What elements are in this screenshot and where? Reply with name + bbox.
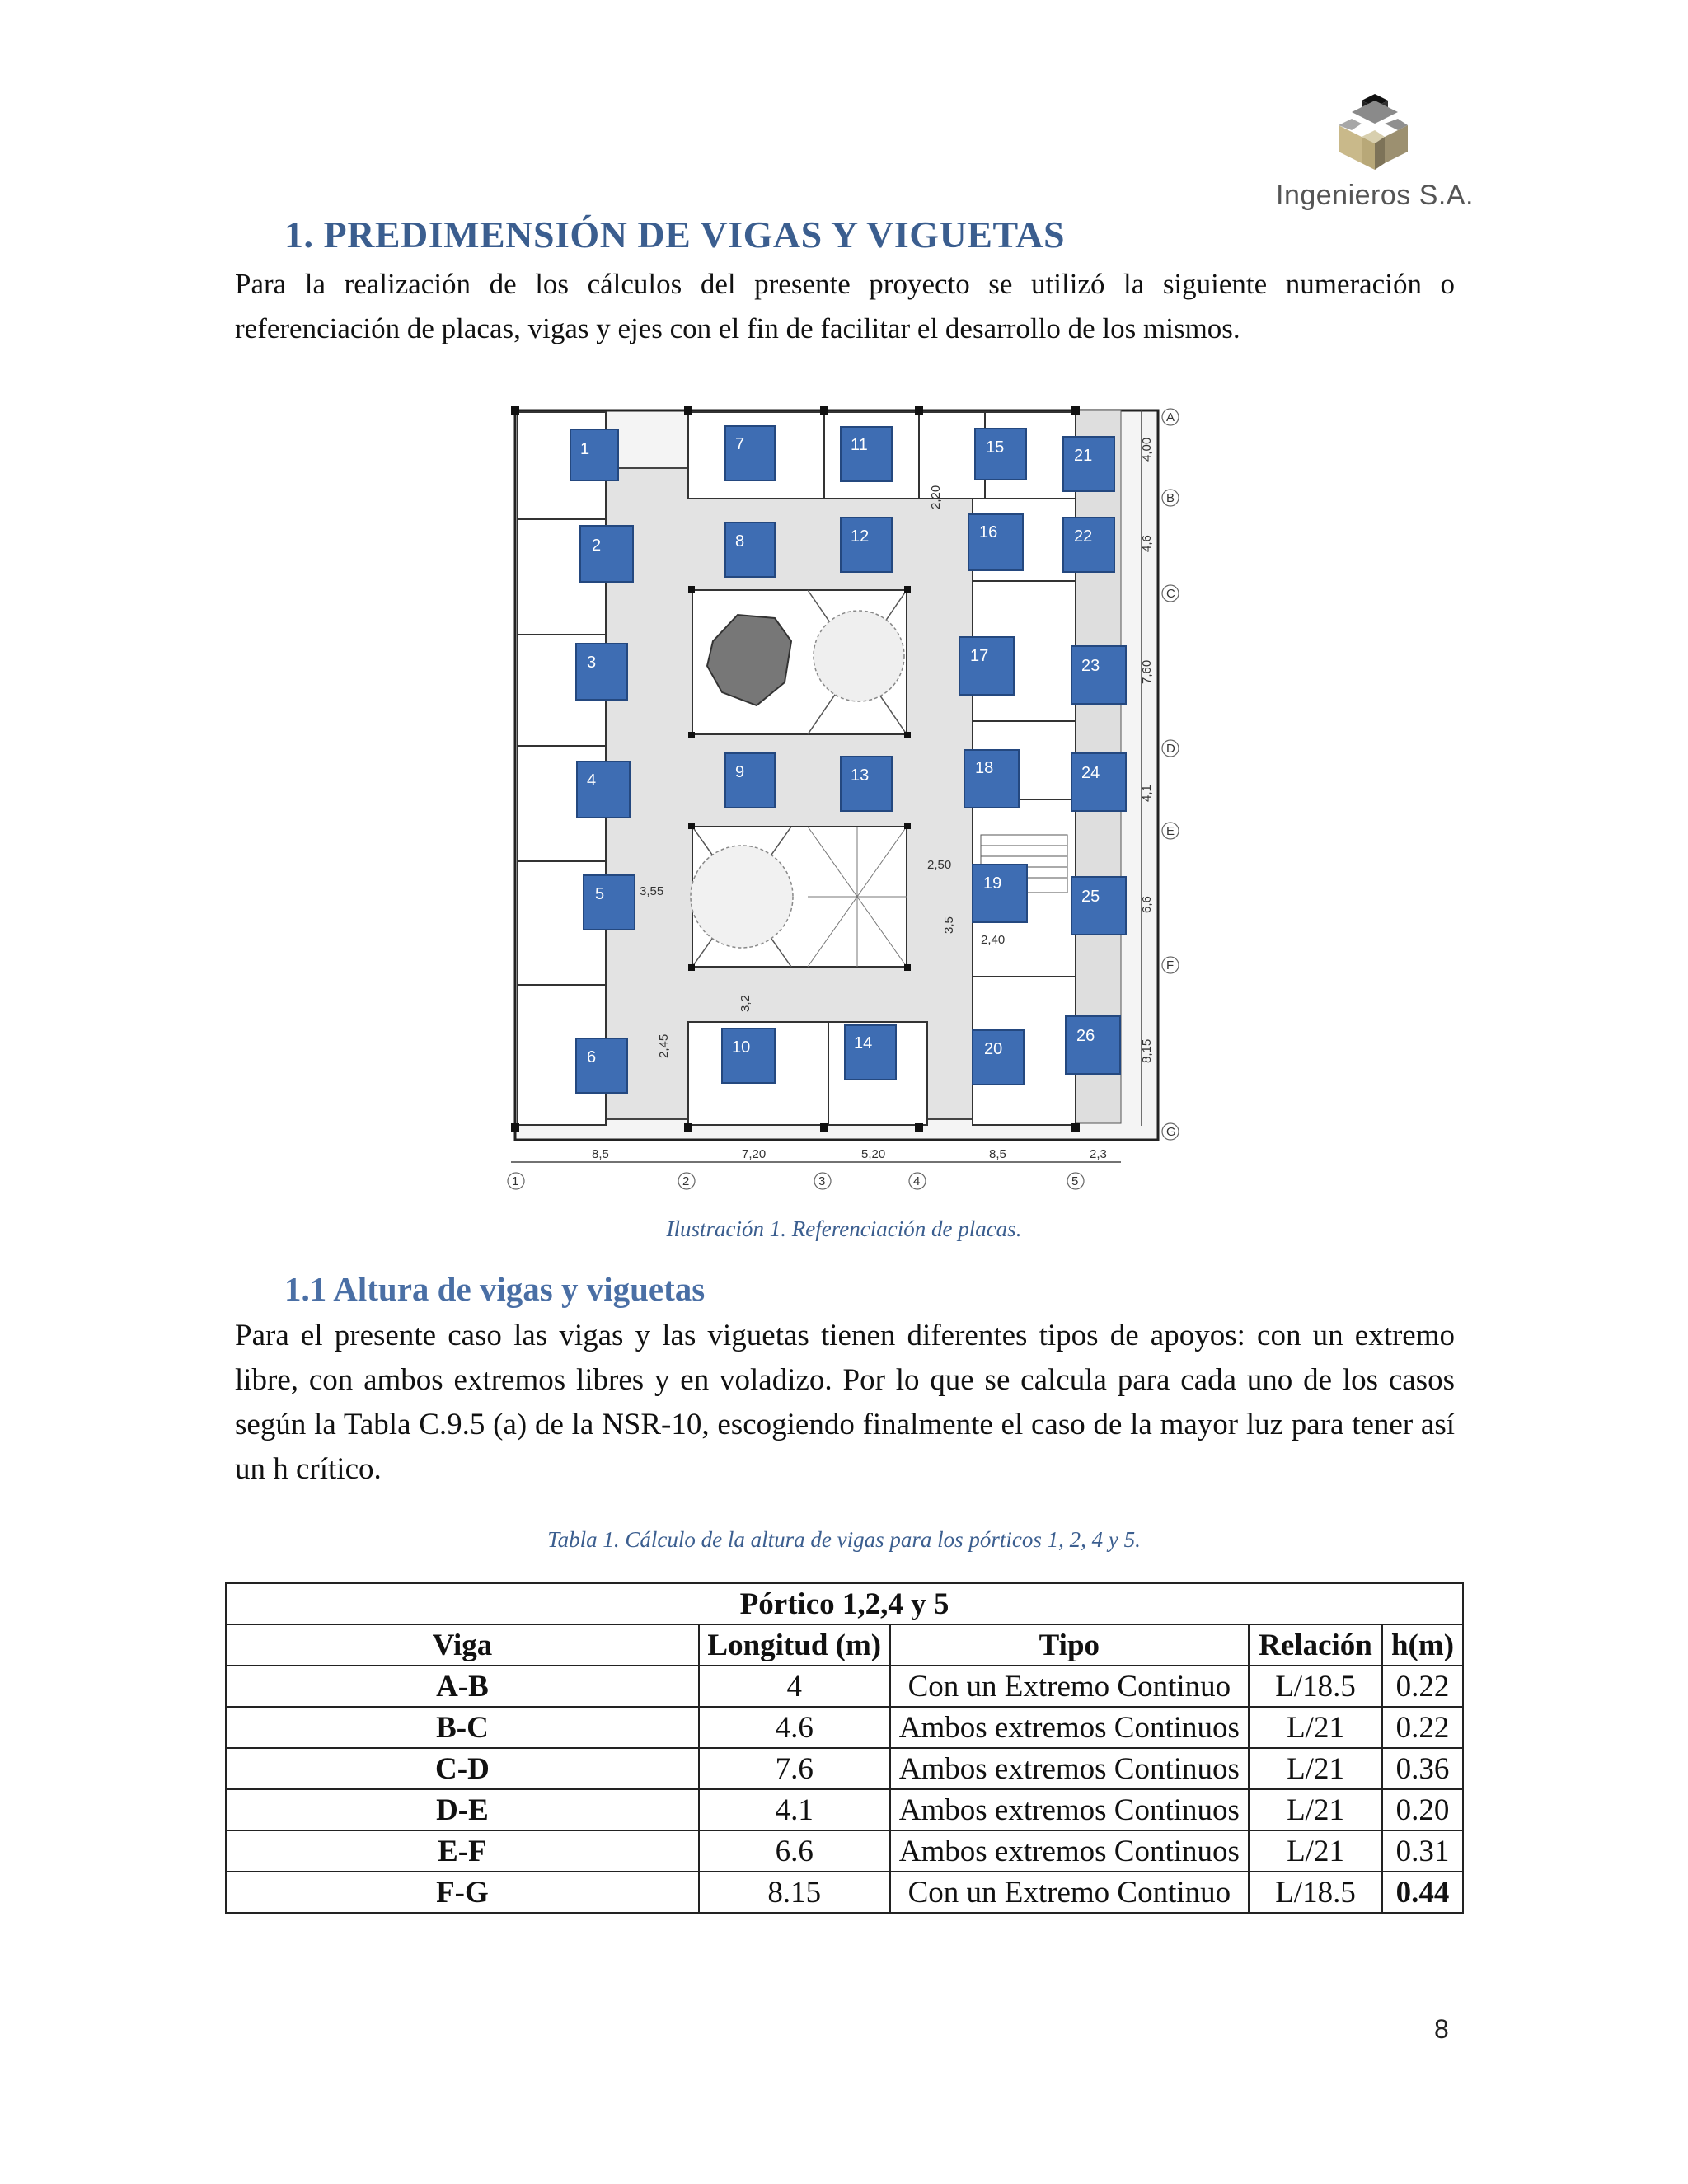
header-h: h(m) — [1382, 1624, 1463, 1666]
cell-h: 0.31 — [1382, 1830, 1463, 1872]
axis-F: F — [1166, 958, 1175, 972]
table-caption: Tabla 1. Cálculo de la altura de vigas para los pórticos 1, 2, 4 y 5. — [547, 1527, 1141, 1552]
intro-paragraph: Para la realización de los cálculos del presente proyecto se utilizó la siguiente numeración o referenciación de placas, vigas y ejes con el fin de facilitar el desarrollo de los mismos. — [235, 268, 1455, 344]
plate-18 — [964, 750, 1019, 808]
axis-A: A — [1166, 410, 1175, 424]
cell-longitud: 7.6 — [699, 1748, 890, 1789]
svg-text:18: 18 — [975, 759, 994, 777]
plate-8 — [725, 523, 775, 577]
dim-inner-7: 2,45 — [657, 1033, 671, 1058]
cell-viga: E-F — [226, 1830, 699, 1872]
table-title: Pórtico 1,2,4 y 5 — [226, 1583, 1463, 1624]
dim-inner-5: 2,40 — [981, 933, 1006, 947]
plate-24 — [1071, 753, 1126, 811]
dim-right-2: 4,6 — [1140, 535, 1154, 552]
dim-right-4: 4,1 — [1140, 785, 1154, 802]
cell-tipo: Ambos extremos Continuos — [890, 1830, 1249, 1872]
plate-23 — [1071, 646, 1126, 704]
axis-E: E — [1166, 824, 1175, 838]
axis-4: 4 — [913, 1174, 921, 1188]
plate-14 — [845, 1025, 896, 1080]
table-row — [226, 1872, 1463, 1913]
plate-22 — [1063, 518, 1114, 572]
dim-inner-1: 2,20 — [929, 485, 943, 509]
svg-text:21: 21 — [1074, 447, 1093, 465]
cell-viga: C-D — [226, 1748, 699, 1789]
table-row — [226, 1830, 1463, 1872]
cell-viga: A-B — [226, 1666, 699, 1707]
plate-4 — [577, 762, 630, 818]
dim-bottom-2: 7,20 — [742, 1147, 767, 1161]
axis-D: D — [1166, 742, 1175, 756]
cell-tipo: Con un Extremo Continuo — [890, 1666, 1249, 1707]
svg-text:1: 1 — [580, 440, 590, 458]
plate-12 — [841, 518, 892, 572]
cell-relacion: L/21 — [1249, 1789, 1382, 1830]
header-viga: Viga — [226, 1624, 699, 1666]
plate-26 — [1066, 1016, 1120, 1074]
table-row — [226, 1748, 1463, 1789]
plate-15 — [975, 429, 1026, 480]
dim-bottom-3: 5,20 — [861, 1147, 886, 1161]
cell-h: 0.20 — [1382, 1789, 1463, 1830]
cell-h-critical: 0.44 — [1382, 1872, 1463, 1913]
table-header-row — [226, 1624, 1463, 1666]
svg-text:11: 11 — [851, 436, 868, 454]
company-name: Ingenieros S.A. — [1276, 180, 1474, 211]
cell-relacion: L/21 — [1249, 1830, 1382, 1872]
table-row — [226, 1789, 1463, 1830]
cell-relacion: L/21 — [1249, 1748, 1382, 1789]
table-row — [226, 1666, 1463, 1707]
table-row — [226, 1707, 1463, 1748]
cell-longitud: 4 — [699, 1666, 890, 1707]
plate-11 — [841, 427, 892, 481]
header-relacion: Relación — [1249, 1624, 1382, 1666]
axis-G: G — [1166, 1125, 1176, 1139]
axis-3: 3 — [818, 1174, 826, 1188]
cell-viga: B-C — [226, 1707, 699, 1748]
svg-text:7: 7 — [735, 435, 745, 453]
dim-inner-2: 3,55 — [640, 884, 664, 898]
plate-17 — [959, 637, 1014, 695]
dim-inner-3: 2,50 — [927, 858, 952, 872]
dim-bottom-1: 8,5 — [592, 1147, 609, 1161]
svg-text:15: 15 — [986, 438, 1005, 457]
header-longitud: Longitud (m) — [699, 1624, 890, 1666]
svg-text:5: 5 — [595, 885, 605, 903]
dim-inner-4: 3,5 — [942, 916, 956, 934]
svg-text:6: 6 — [587, 1048, 597, 1066]
axis-1: 1 — [512, 1174, 519, 1188]
axis-B: B — [1166, 491, 1175, 505]
plate-7 — [725, 426, 775, 480]
cell-viga: F-G — [226, 1872, 699, 1913]
cell-h: 0.22 — [1382, 1666, 1463, 1707]
svg-text:10: 10 — [732, 1038, 751, 1057]
plate-20 — [973, 1030, 1024, 1085]
beam-height-table — [225, 1582, 1464, 1914]
cell-h: 0.22 — [1382, 1707, 1463, 1748]
plate-2 — [580, 526, 633, 582]
svg-text:3: 3 — [587, 654, 597, 672]
cell-tipo: Con un Extremo Continuo — [890, 1872, 1249, 1913]
cell-relacion: L/18.5 — [1249, 1872, 1382, 1913]
axis-5: 5 — [1071, 1174, 1079, 1188]
subsection-paragraph: Para el presente caso las vigas y las viguetas tienen diferentes tipos de apoyos: con un extremo libre, con ambos extremos libres y en voladizo. Por lo que se calcula para cada uno de los casos según la Tabla C.9.5 (a) de la NSR-10, escogiendo finalmente el caso de la mayor luz para tener así un h crítico. — [235, 1319, 1455, 1486]
svg-text:14: 14 — [854, 1034, 873, 1052]
svg-text:8: 8 — [735, 532, 745, 551]
cell-tipo: Ambos extremos Continuos — [890, 1748, 1249, 1789]
svg-text:26: 26 — [1076, 1027, 1095, 1045]
axis-C: C — [1166, 587, 1175, 601]
cell-relacion: L/21 — [1249, 1707, 1382, 1748]
plate-13 — [841, 757, 892, 811]
dim-right-6: 8,15 — [1140, 1038, 1154, 1063]
svg-text:22: 22 — [1074, 527, 1093, 546]
cell-viga: D-E — [226, 1789, 699, 1830]
cell-longitud: 4.6 — [699, 1707, 890, 1748]
header-tipo: Tipo — [890, 1624, 1249, 1666]
svg-text:23: 23 — [1081, 657, 1100, 675]
svg-text:12: 12 — [851, 527, 870, 546]
plate-9 — [725, 753, 775, 808]
cell-tipo: Ambos extremos Continuos — [890, 1707, 1249, 1748]
svg-text:25: 25 — [1081, 888, 1100, 906]
table-title-row — [226, 1583, 1463, 1624]
floor-plan-figure — [495, 394, 1187, 1192]
plate-3 — [576, 644, 627, 700]
svg-text:24: 24 — [1081, 764, 1100, 782]
svg-text:20: 20 — [984, 1040, 1003, 1058]
subsection-title: 1.1 Altura de vigas y viguetas — [284, 1270, 706, 1308]
section-title: 1. PREDIMENSIÓN DE VIGAS Y VIGUETAS — [284, 213, 1066, 255]
plate-16 — [968, 514, 1023, 570]
svg-text:17: 17 — [970, 647, 989, 665]
plate-6 — [576, 1038, 627, 1093]
svg-text:16: 16 — [979, 523, 998, 541]
figure-caption: Ilustración 1. Referenciación de placas. — [666, 1216, 1022, 1241]
dim-bottom-5: 2,3 — [1090, 1147, 1107, 1161]
cell-longitud: 6.6 — [699, 1830, 890, 1872]
svg-text:4: 4 — [587, 771, 597, 790]
plate-10 — [722, 1029, 775, 1083]
dim-right-3: 7,60 — [1140, 659, 1154, 684]
page-number: 8 — [1434, 2014, 1449, 2044]
plate-5 — [584, 875, 635, 930]
cell-tipo: Ambos extremos Continuos — [890, 1789, 1249, 1830]
svg-text:2: 2 — [592, 537, 602, 555]
plate-1 — [570, 429, 618, 480]
dim-inner-6: 3,2 — [738, 995, 753, 1012]
cell-h: 0.36 — [1382, 1748, 1463, 1789]
cell-relacion: L/18.5 — [1249, 1666, 1382, 1707]
dim-bottom-4: 8,5 — [989, 1147, 1006, 1161]
dim-right-1: 4,00 — [1140, 437, 1154, 462]
svg-text:9: 9 — [735, 763, 745, 781]
svg-text:13: 13 — [851, 766, 870, 785]
plate-25 — [1071, 877, 1126, 935]
svg-text:19: 19 — [983, 874, 1002, 893]
cell-longitud: 4.1 — [699, 1789, 890, 1830]
plate-19 — [973, 865, 1027, 922]
cell-longitud: 8.15 — [699, 1872, 890, 1913]
dim-right-5: 6,6 — [1140, 896, 1154, 913]
plate-21 — [1063, 437, 1114, 491]
axis-2: 2 — [682, 1174, 690, 1188]
